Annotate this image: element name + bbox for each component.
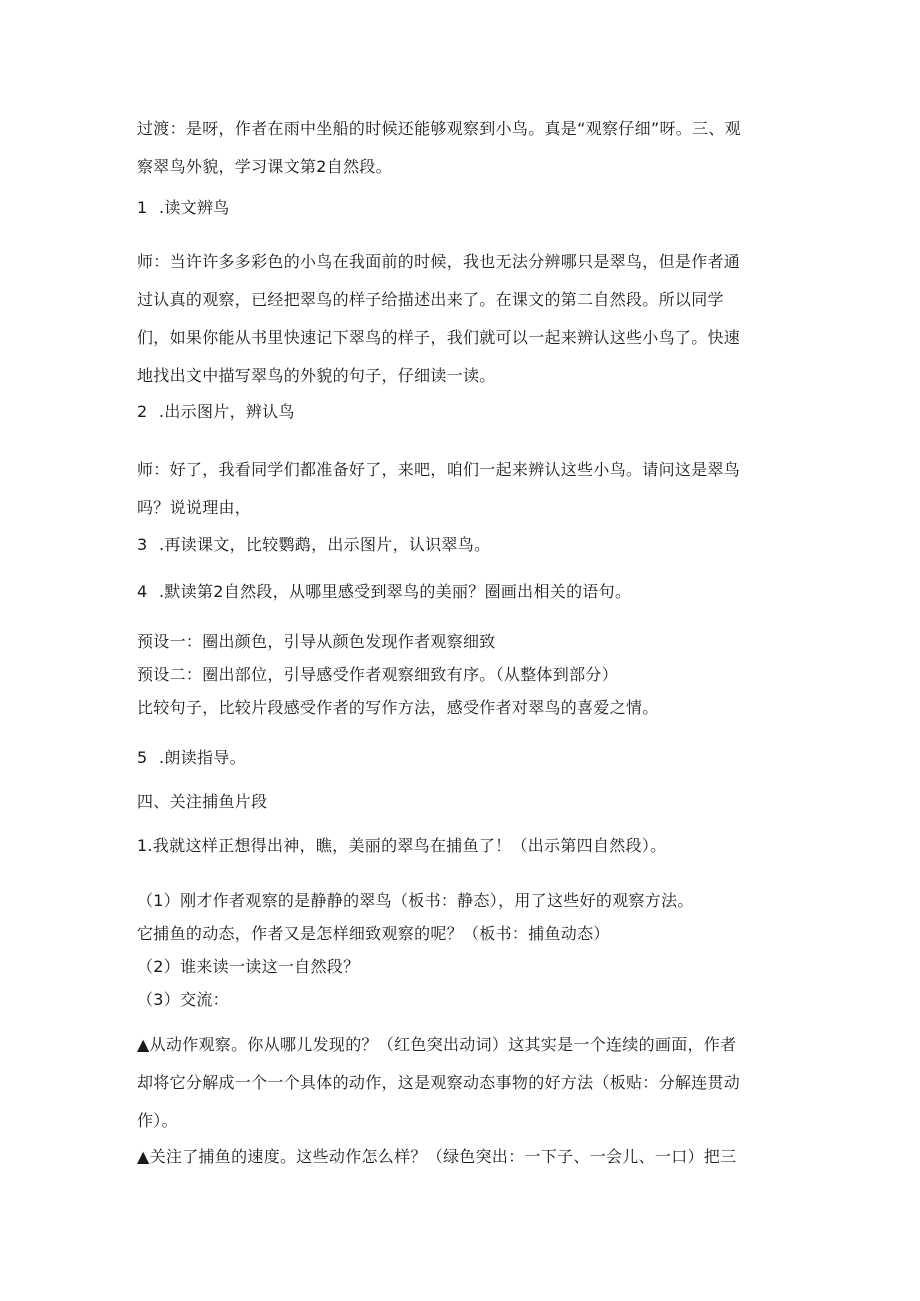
step-1-heading (137, 189, 787, 227)
step-5-heading (137, 739, 787, 777)
text-line: 师：当许许多多彩色的小鸟在我面前的时候，我也无法分辨哪只是翠鸟，但是作者通 (137, 252, 741, 271)
text-line: 它捕鱼的动态，作者又是怎样细致观察的呢？（板书：捕鱼动态） (137, 924, 610, 943)
text-line: 却将它分解成一个一个具体的动作，这是观察动态事物的好方法（板贴：分解连贯动 (137, 1073, 741, 1092)
text-line: 比较句子，比较片段感受作者的写作方法，感受作者对翠鸟的喜爱之情。 (137, 698, 659, 717)
step-text: .再读课文，比较鹦鹉，出示图片，认识翠鸟。 (159, 535, 491, 554)
text-line: 预设一：圈出颜色，引导从颜色发现作者观察细致 (137, 632, 496, 651)
text-line: 们，如果你能从书里快速记下翠鸟的样子，我们就可以一起来辨认这些小鸟了。快速 (137, 328, 741, 347)
step-text: .朗读指导。 (159, 748, 246, 767)
paragraph-teacher-2 (137, 451, 787, 527)
paragraph-fishing-intro: 1.我就这样正想得出神，瞧，美丽的翠鸟在捕鱼了！（出示第四自然段）。 (137, 836, 667, 855)
text-line: ▲从动作观察。你从哪儿发现的？（红色突出动词）这其实是一个连续的画面，作者 (137, 1035, 737, 1054)
step-text: .出示图片，辨认鸟 (159, 402, 295, 421)
step-3-heading (137, 526, 787, 564)
text-line: 察翠鸟外貌，学习课文第2自然段。 (137, 157, 392, 176)
section-4-heading: 四、关注捕鱼片段 (137, 792, 268, 811)
text-line: 作）。 (137, 1111, 178, 1130)
text-line: 吗？说说理由， (137, 498, 252, 517)
step-number: 2 (137, 402, 148, 421)
paragraph-action-observation (137, 1026, 787, 1140)
text-line: 预设二：圈出部位，引导感受作者观察细致有序。（从整体到部分） (137, 665, 619, 684)
text-line: 过渡：是呀，作者在雨中坐船的时候还能够观察到小鸟。真是“观察仔细”呀。三、观 (137, 119, 741, 138)
step-text: .默读第2自然段，从哪里感受到翠鸟的美丽？圈画出相关的语句。 (159, 582, 632, 601)
text-line: ▲关注了捕鱼的速度。这些动作怎么样？（绿色突出：一下子、一会儿、一口）把三 (137, 1147, 737, 1166)
paragraph-presets (137, 625, 787, 724)
text-line: （2）谁来读一读这一自然段？ (137, 957, 360, 976)
text-line: （3）交流： (137, 990, 229, 1009)
text-line: （1）刚才作者观察的是静静的翠鸟（板书：静态），用了这些好的观察方法。 (137, 891, 694, 910)
step-text: .读文辨鸟 (159, 198, 230, 217)
paragraph-teacher-1 (137, 243, 787, 395)
paragraph-transition (137, 110, 787, 186)
step-number: 4 (137, 582, 148, 601)
text-line: 师：好了，我看同学们都准备好了，来吧，咱们一起来辨认这些小鸟。请问这是翠鸟 (137, 460, 741, 479)
text-line: 过认真的观察，已经把翠鸟的样子给描述出来了。在课文的第二自然段。所以同学 (137, 290, 724, 309)
step-2-heading (137, 393, 787, 431)
step-number: 3 (137, 535, 148, 554)
step-number: 5 (137, 748, 148, 767)
step-number: 1 (137, 198, 148, 217)
text-line: 地找出文中描写翠鸟的外貌的句子，仔细读一读。 (137, 366, 496, 385)
paragraph-discussion (137, 884, 787, 1016)
step-4-heading (137, 573, 787, 611)
paragraph-speed-observation (137, 1138, 787, 1176)
